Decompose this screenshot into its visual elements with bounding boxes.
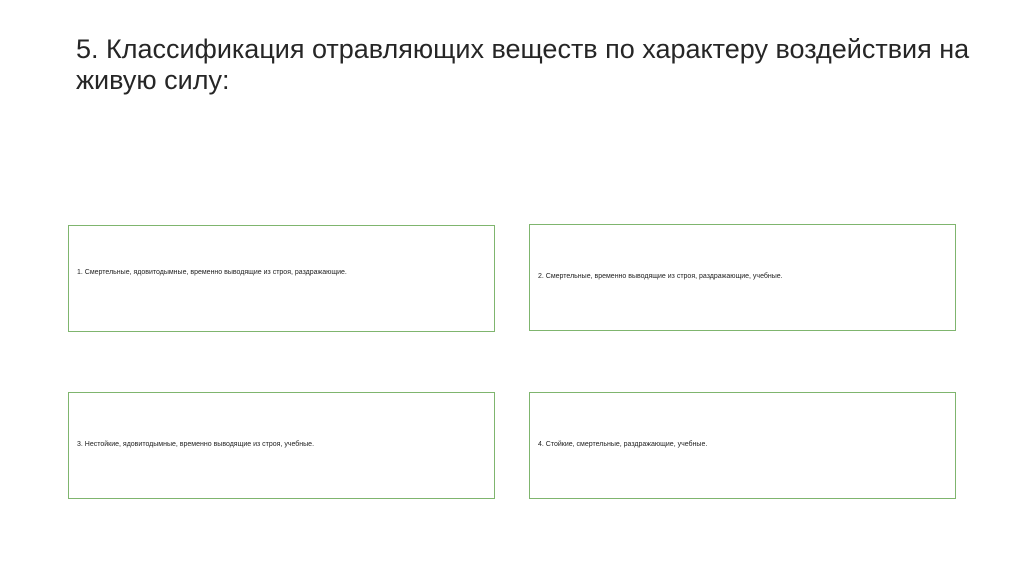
answer-option-3-text: 3. Нестойкие, ядовитодымные, временно выводящие из строя, учебные. xyxy=(77,441,315,448)
answer-option-1-text: 1. Смертельные, ядовитодымные, временно выводящие из строя, раздражающие. xyxy=(77,269,347,276)
answer-option-4[interactable] xyxy=(529,392,956,499)
answer-option-4-text: 4. Стойкие, смертельные, раздражающие, учебные. xyxy=(538,441,708,448)
answer-option-3[interactable] xyxy=(68,392,495,499)
answer-option-1[interactable] xyxy=(68,225,495,332)
answer-option-2[interactable] xyxy=(529,224,956,331)
slide-title: 5. Классификация отравляющих веществ по характеру воздействия на живую силу: xyxy=(76,34,970,95)
answer-option-2-text: 2. Смертельные, временно выводящие из строя, раздражающие, учебные. xyxy=(538,273,783,280)
